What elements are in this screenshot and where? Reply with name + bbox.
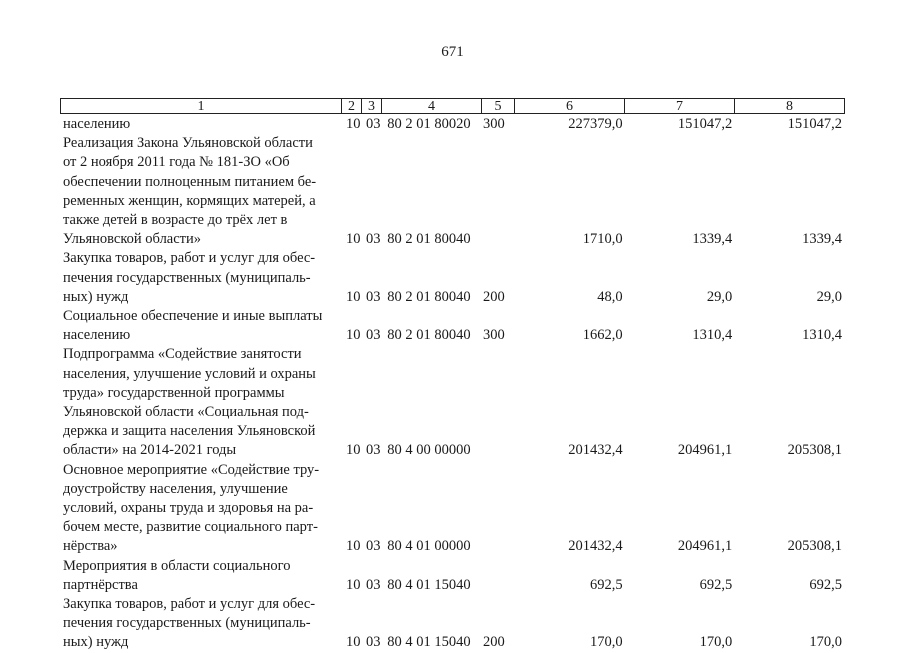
subsection-code: 03 xyxy=(365,288,381,305)
amount-col-7: 151047,2 xyxy=(677,116,733,132)
amount-col-6: 1710,0 xyxy=(582,231,623,248)
subsection-code: 03 xyxy=(365,442,381,459)
subsection-code: 03 xyxy=(365,327,381,344)
column-header-8: 8 xyxy=(735,98,845,114)
amount-col-6: 48,0 xyxy=(597,288,623,305)
row-description: Подпрограмма «Содействие занятости населения, улучшение условий и охраны труда» государственной программы Ульяновской области «Социальная под- держка и защита населения Ульяновской области» на 2014-2021 годы xyxy=(63,346,316,459)
page-number: 671 xyxy=(441,44,464,60)
table-row xyxy=(60,249,845,307)
section-code: 10 xyxy=(346,327,361,344)
amount-col-6: 1662,0 xyxy=(582,327,623,344)
section-code: 10 xyxy=(346,288,361,305)
subsection-code: 03 xyxy=(365,538,381,555)
row-description: Закупка товаров, работ и услуг для обес- печения государственных (муниципаль- ных) нужд xyxy=(63,596,316,651)
amount-col-8: 205308,1 xyxy=(787,538,843,555)
column-header-3: 3 xyxy=(362,98,382,114)
amount-col-8: 151047,2 xyxy=(787,116,843,132)
expense-type-code: 300 xyxy=(482,116,505,132)
target-article-code: 80 4 01 15040 xyxy=(387,576,471,593)
section-code: 10 xyxy=(346,634,361,651)
section-code: 10 xyxy=(346,231,361,248)
target-article-code: 80 2 01 80040 xyxy=(387,288,471,305)
target-article-code: 80 4 01 00000 xyxy=(387,538,471,555)
amount-col-7: 1339,4 xyxy=(692,231,733,248)
column-header-7: 7 xyxy=(625,98,735,114)
table-row xyxy=(60,345,845,460)
row-description: Реализация Закона Ульяновской области от 2 ноября 2011 года № 181-ЗО «Об обеспечении полноценным питанием бе- ременных женщин, кормящих матерей, а также детей в возрасте до трёх лет в Ульяновской области» xyxy=(63,135,317,248)
subsection-code: 03 xyxy=(365,116,381,132)
section-code: 10 xyxy=(346,442,361,459)
section-code: 10 xyxy=(346,576,361,593)
amount-col-7: 170,0 xyxy=(699,634,733,651)
target-article-code: 80 2 01 80040 xyxy=(387,231,471,248)
table-row xyxy=(60,134,845,249)
row-description: Основное мероприятие «Содействие тру- доустройству населения, улучшение условий, охраны труда и здоровья на ра- бочем месте, развитие социального парт- нёрства» xyxy=(63,461,320,555)
column-header-4: 4 xyxy=(382,98,482,114)
row-description: населению xyxy=(63,116,131,132)
subsection-code: 03 xyxy=(365,231,381,248)
row-description: Социальное обеспечение и иные выплаты населению xyxy=(63,308,323,344)
table-row xyxy=(60,307,845,345)
amount-col-7: 692,5 xyxy=(699,576,733,593)
column-header-6: 6 xyxy=(515,98,625,114)
table-body xyxy=(60,115,845,653)
amount-col-8: 692,5 xyxy=(809,576,843,593)
expense-type-code: 200 xyxy=(482,288,505,305)
table-row xyxy=(60,115,845,134)
amount-col-7: 1310,4 xyxy=(692,327,733,344)
column-header-2: 2 xyxy=(342,98,362,114)
target-article-code: 80 4 00 00000 xyxy=(387,442,471,459)
table-row xyxy=(60,461,845,557)
amount-col-8: 1339,4 xyxy=(802,231,843,248)
amount-col-8: 29,0 xyxy=(816,288,843,305)
column-header-5: 5 xyxy=(482,98,515,114)
section-code: 10 xyxy=(346,538,361,555)
table-row xyxy=(60,557,845,595)
amount-col-7: 204961,1 xyxy=(677,442,733,459)
target-article-code: 80 4 01 15040 xyxy=(387,634,471,651)
row-description: Закупка товаров, работ и услуг для обес- печения государственных (муниципаль- ных) нужд xyxy=(63,250,316,305)
amount-col-8: 205308,1 xyxy=(787,442,843,459)
subsection-code: 03 xyxy=(365,576,381,593)
target-article-code: 80 2 01 80020 xyxy=(387,116,471,132)
amount-col-6: 201432,4 xyxy=(568,538,623,555)
table-row xyxy=(60,595,845,653)
amount-col-6: 692,5 xyxy=(589,576,623,593)
amount-col-7: 204961,1 xyxy=(677,538,733,555)
amount-col-8: 1310,4 xyxy=(802,327,843,344)
row-description: Мероприятия в области социального партнёрства xyxy=(63,557,291,593)
amount-col-6: 170,0 xyxy=(589,634,623,651)
section-code: 10 xyxy=(346,116,361,132)
amount-col-7: 29,0 xyxy=(706,288,733,305)
amount-col-8: 170,0 xyxy=(809,634,843,651)
subsection-code: 03 xyxy=(365,634,381,651)
column-header-1: 1 xyxy=(60,98,342,114)
target-article-code: 80 2 01 80040 xyxy=(387,327,471,344)
amount-col-6: 227379,0 xyxy=(568,116,623,132)
table-header xyxy=(60,98,845,114)
expense-type-code: 300 xyxy=(482,327,505,344)
amount-col-6: 201432,4 xyxy=(568,442,623,459)
expense-type-code: 200 xyxy=(482,634,505,651)
